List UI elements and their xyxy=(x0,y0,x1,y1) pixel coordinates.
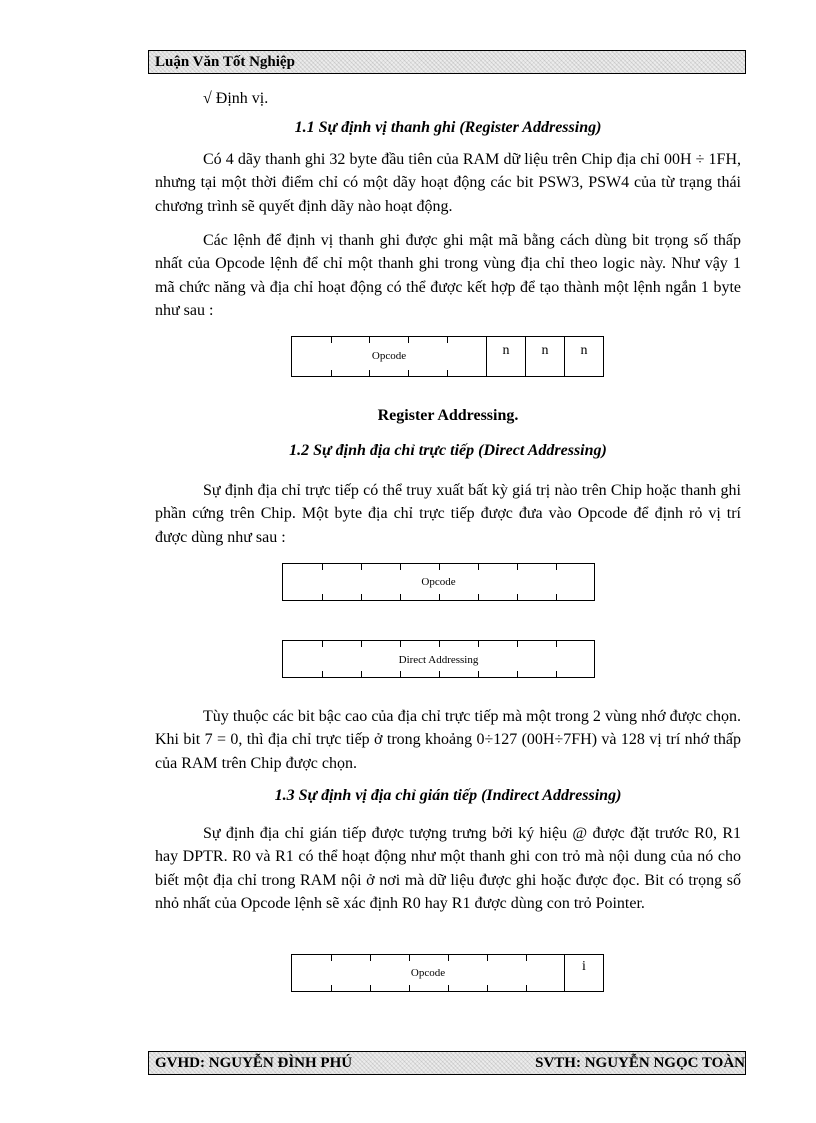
indirect-addressing-diagram xyxy=(291,954,604,992)
indirect-bit-cell: i xyxy=(582,959,586,974)
register-bit-cell: n xyxy=(541,343,549,358)
heading-register-addressing: 1.1 Sự định vị thanh ghi (Register Addressing) xyxy=(294,119,602,136)
paragraph-direct-addressing: Sự định địa chỉ trực tiếp có thể truy xuất bất kỳ giá trị nào trên Chip hoặc thanh ghi phần cứng trên Chip. Một byte địa chỉ trực tiếp được đưa vào Opcode để định rỏ vị trí được dùng như sau : xyxy=(155,482,741,546)
register-bit-cell: n xyxy=(580,343,588,358)
page-header xyxy=(148,50,746,74)
heading-indirect-addressing: 1.3 Sự định vị địa chỉ gián tiếp (Indirect Addressing) xyxy=(274,787,622,804)
opcode-label: Opcode xyxy=(421,576,456,588)
register-bit-cell: n xyxy=(502,343,510,358)
direct-opcode-diagram xyxy=(282,563,595,601)
header-title: Luận Văn Tốt Nghiệp xyxy=(155,54,295,70)
bullet-dinh-vi: √ Định vị. xyxy=(203,90,269,107)
footer-supervisor: GVHD: NGUYỄN ĐÌNH PHÚ xyxy=(155,1055,353,1071)
direct-addressing-label: Direct Addressing xyxy=(398,654,479,666)
direct-address-diagram xyxy=(282,640,595,678)
footer-student: SVTH: NGUYỄN NGỌC TOÀN xyxy=(535,1055,745,1071)
paragraph-indirect-addressing: Sự định địa chỉ gián tiếp được tượng trưng bởi ký hiệu @ được đặt trước R0, R1 hay DPTR. R0 và R1 có thể hoạt động như một thanh ghi con trỏ mà nội dung của nó cho biết một địa chỉ trong RAM nội ở nơi mà dữ liệu được ghi hoặc được đọc. Bit có trọng số nhỏ nhất của Opcode lệnh sẽ xác định R0 hay R1 được dùng con trỏ Pointer. xyxy=(155,825,741,913)
opcode-label: Opcode xyxy=(410,967,446,979)
paragraph-register-banks: Có 4 dãy thanh ghi 32 byte đầu tiên của RAM dữ liệu trên Chip địa chỉ 00H ÷ 1FH, nhưng tại một thời điểm chỉ có một dãy hoạt động các bit PSW3, PSW4 của từ trạng thái chương trình sẽ quyết định dãy nào hoạt động. xyxy=(155,151,741,215)
opcode-label: Opcode xyxy=(371,350,407,362)
paragraph-register-instruction: Các lệnh để định vị thanh ghi được ghi mật mã bằng cách dùng bit trọng số thấp nhất của Opcode lệnh để chỉ một thanh ghi trong vùng địa chỉ theo logic này. Như vậy 1 mã chức năng và địa chỉ hoạt động có thể được kết hợp để tạo thành một lệnh ngắn 1 byte như sau : xyxy=(155,232,741,320)
register-addressing-diagram xyxy=(291,336,604,377)
heading-direct-addressing: 1.2 Sự định địa chỉ trực tiếp (Direct Addressing) xyxy=(289,442,607,459)
caption-register-addressing: Register Addressing. xyxy=(377,407,519,424)
paragraph-direct-memory: Tùy thuộc các bit bậc cao của địa chỉ trực tiếp mà một trong 2 vùng nhớ được chọn. Khi bit 7 = 0, thì địa chỉ trực tiếp ở trong khoảng 0÷127 (00H÷7FH) và 128 vị trí nhớ thấp của RAM trên Chip được chọn. xyxy=(155,708,741,772)
page-footer xyxy=(148,1051,746,1075)
